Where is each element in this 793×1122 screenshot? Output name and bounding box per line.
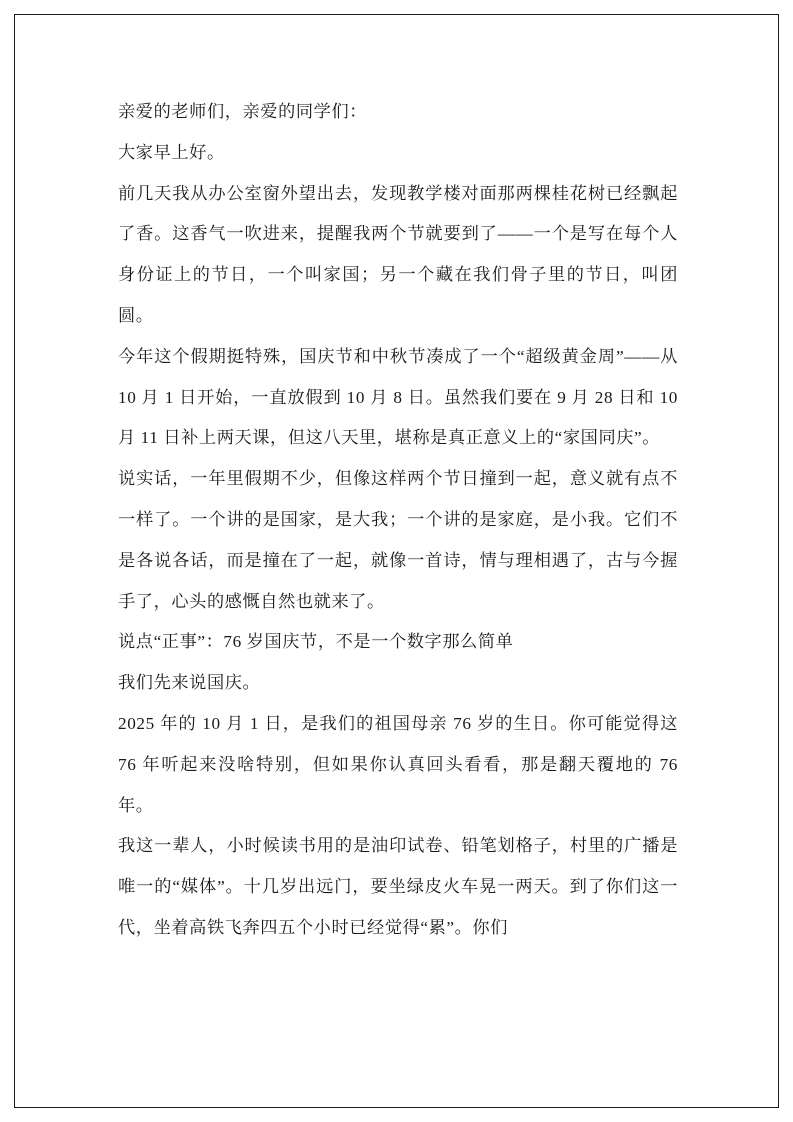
paragraph: 今年这个假期挺特殊，国庆节和中秋节凑成了一个“超级黄金周”——从 10 月 1 日开始，一直放假到 10 月 8 日。虽然我们要在 9 月 28 日和 10 月 11 日补上两天课，但这八天里，堪称是真正意义上的“家国同庆”。 <box>118 346 678 448</box>
document-body <box>118 92 678 949</box>
paragraph: 我们先来说国庆。 <box>118 673 261 693</box>
paragraph: 前几天我从办公室窗外望出去，发现教学楼对面那两棵桂花树已经飘起了香。这香气一吹进来，提醒我两个节就要到了——一个是写在每个人身份证上的节日，一个叫家国；另一个藏在我们骨子里的节日，叫团圆。 <box>118 183 678 325</box>
paragraph: 我这一辈人，小时候读书用的是油印试卷、铅笔划格子，村里的广播是唯一的“媒体”。十几岁出远门，要坐绿皮火车晃一两天。到了你们这一代，坐着高铁飞奔四五个小时已经觉得“累”。你们 <box>118 836 678 937</box>
paragraph: 2025 年的 10 月 1 日，是我们的祖国母亲 76 岁的生日。你可能觉得这 76 年听起来没啥特别，但如果你认真回头看看，那是翻天覆地的 76 年。 <box>118 713 678 815</box>
paragraph: 大家早上好。 <box>118 142 225 162</box>
paragraph: 亲爱的老师们，亲爱的同学们： <box>118 102 368 121</box>
paragraph: 说实话，一年里假期不少，但像这样两个节日撞到一起，意义就有点不一样了。一个讲的是国家，是大我；一个讲的是家庭，是小我。它们不是各说各话，而是撞在了一起，就像一首诗，情与理相遇了，古与今握手了，心头的感慨自然也就来了。 <box>118 469 678 611</box>
paragraph: 说点“正事”：76 岁国庆节，不是一个数字那么简单 <box>118 632 514 652</box>
